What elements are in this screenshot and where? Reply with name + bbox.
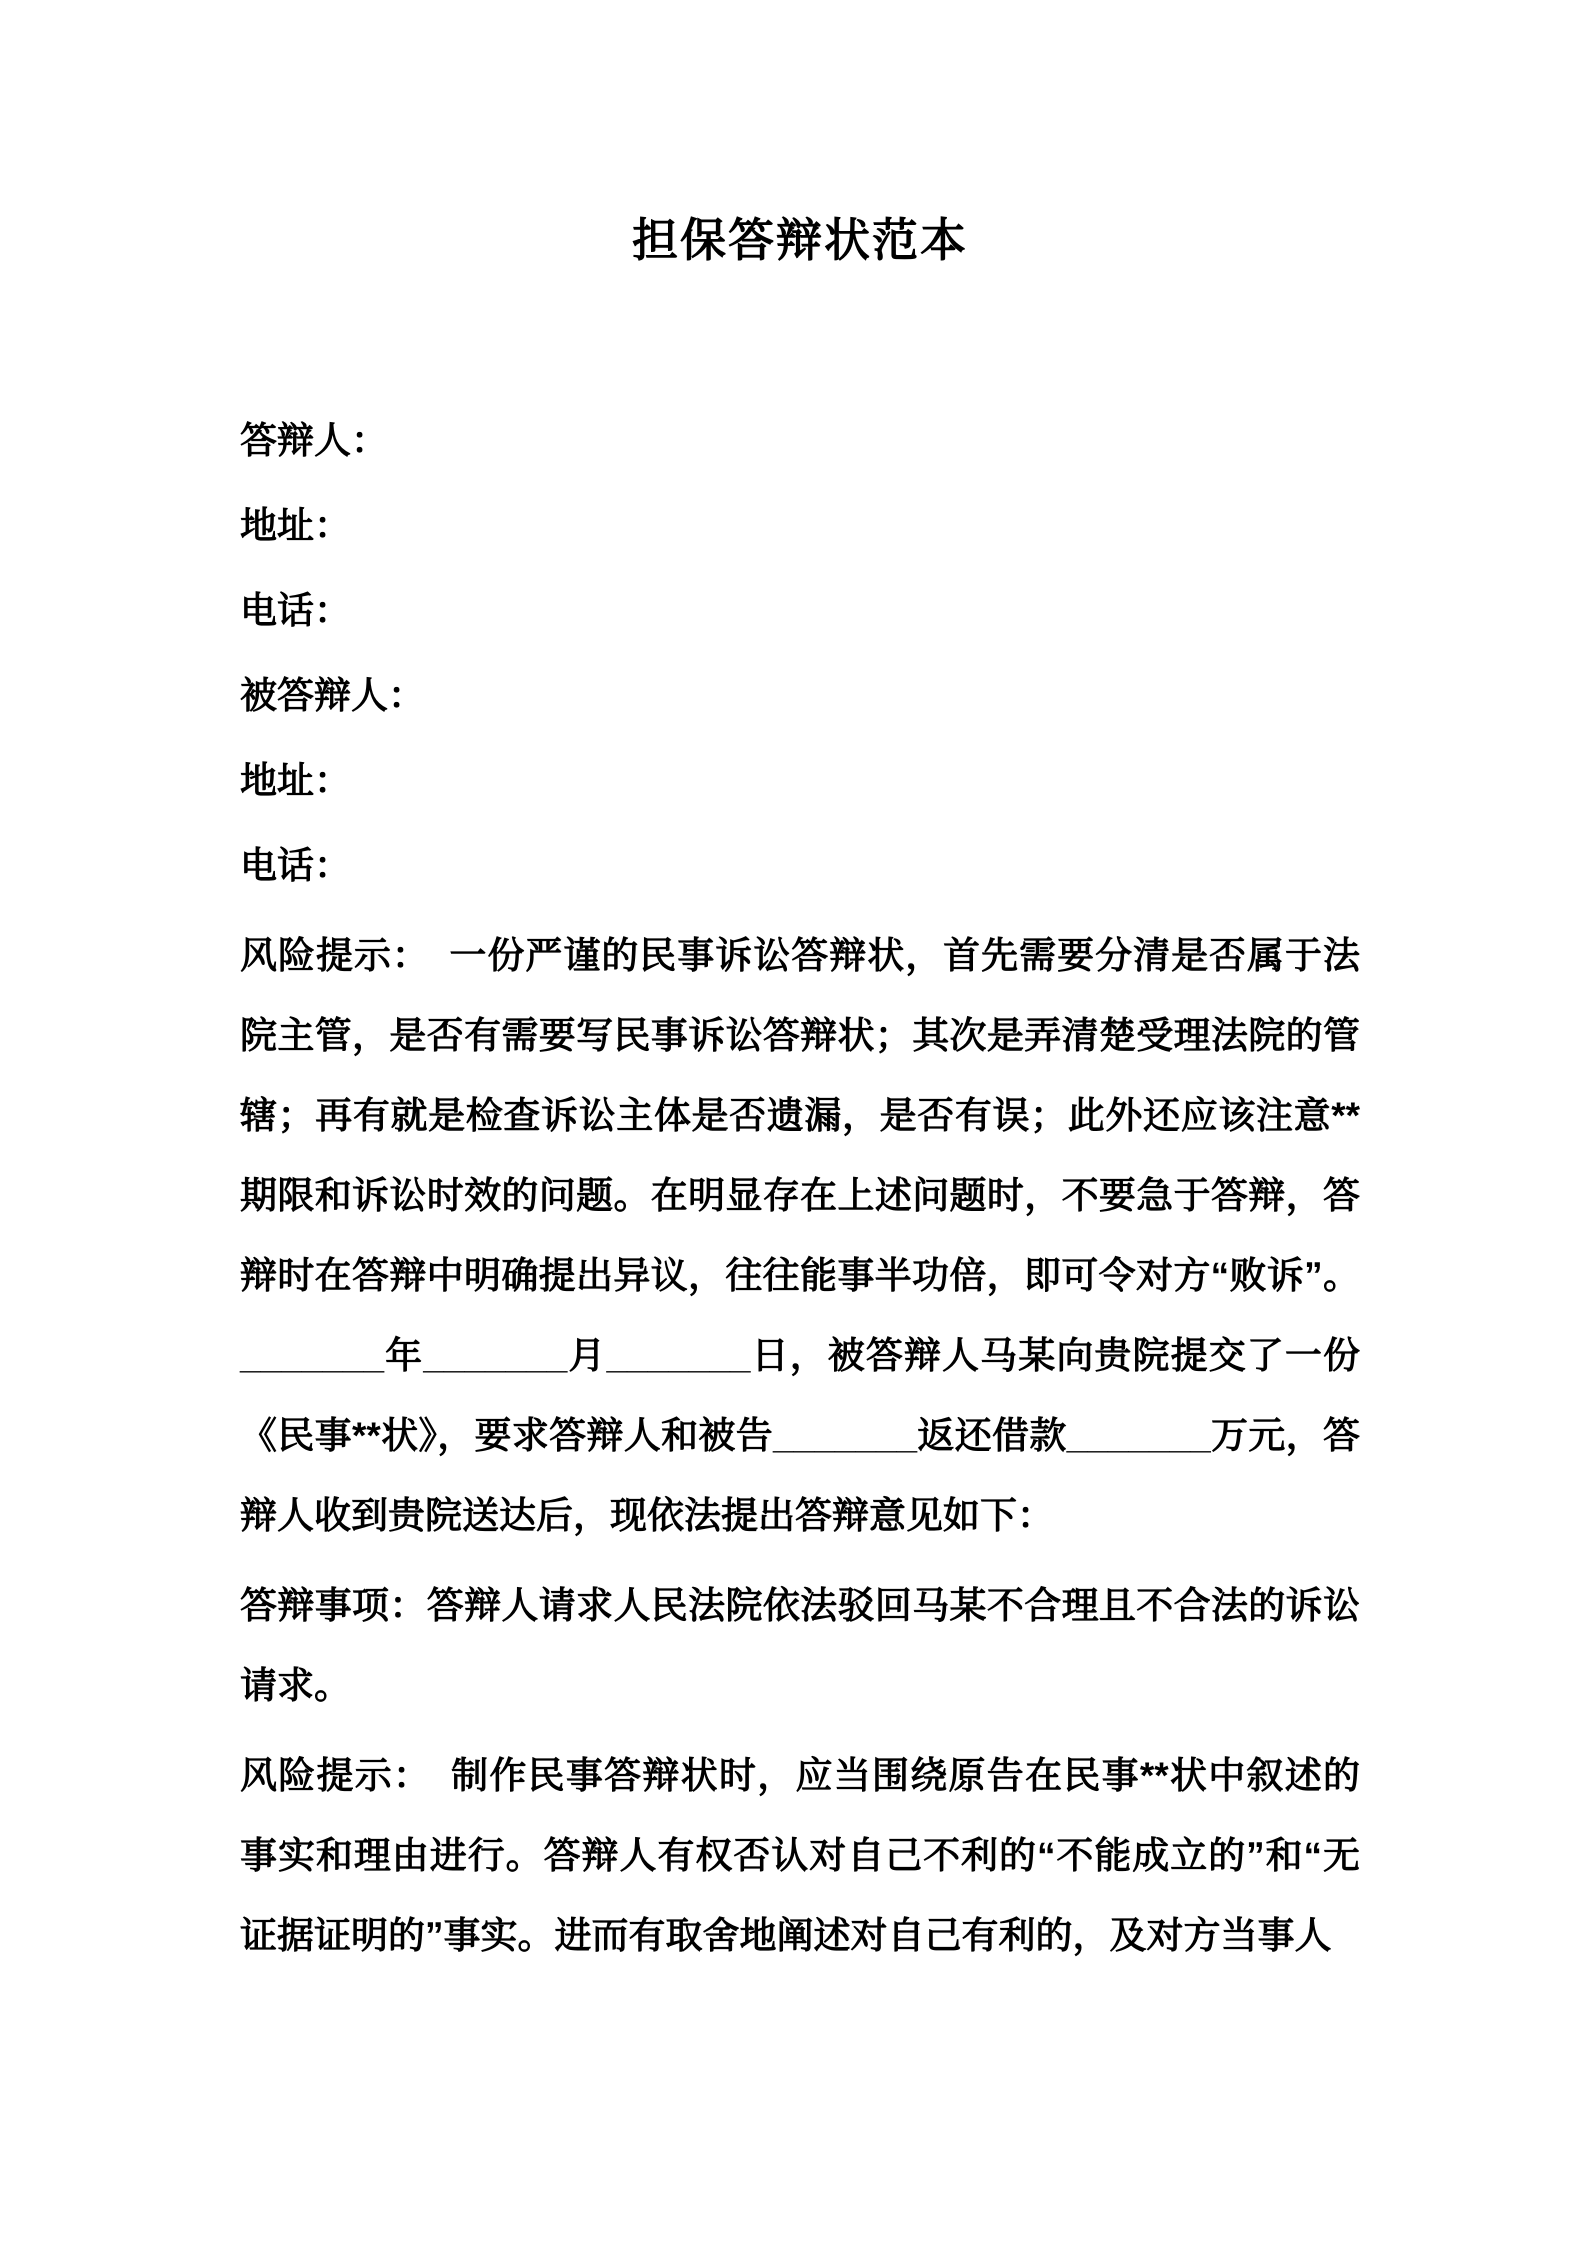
field-respondent-address: 地址： — [240, 505, 351, 546]
field-respondent: 答辩人： — [240, 420, 388, 461]
document-body — [240, 916, 1360, 1976]
paragraph-risk-warning-2: 风险提示： 制作民事答辩状时，应当围绕原告在民事**状中叙述的事实和理由进行。答辩人有权否认对自己不利的“不能成立的”和“无证据证明的”事实。进而有取舍地阐述对自己有利的，及对方当事人 — [240, 1755, 1360, 1956]
document-title: 担保答辩状范本 — [632, 214, 968, 266]
field-respondee-phone: 电话： — [240, 845, 351, 886]
field-respondent-phone: 电话： — [240, 590, 351, 631]
paragraph-risk-warning-1: 风险提示： 一份严谨的民事诉讼答辩状，首先需要分清是否属于法院主管，是否有需要写民事诉讼答辩状；其次是弄清楚受理法院的管辖；再有就是检查诉讼主体是否遗漏，是否有误；此外还应该注意**期限和诉讼时效的问题。在明显存在上述问题时，不要急于答辩，答辩时在答辩中明确提出异议，往往能事半功倍，即可令对方“败诉”。_______年_______月_______日，被答辩人马某向贵院提交了一份《民事**状》，要求答辩人和被告_______返还借款_______万元，答辩人收到贵院送达后，现依法提出答辩意见如下： — [240, 935, 1360, 1536]
field-respondee: 被答辩人： — [240, 675, 425, 716]
field-respondee-address: 地址： — [240, 760, 351, 801]
party-fields — [240, 398, 1360, 908]
paragraph-defense-claims: 答辩事项：答辩人请求人民法院依法驳回马某不合理且不合法的诉讼请求。 — [240, 1585, 1360, 1706]
